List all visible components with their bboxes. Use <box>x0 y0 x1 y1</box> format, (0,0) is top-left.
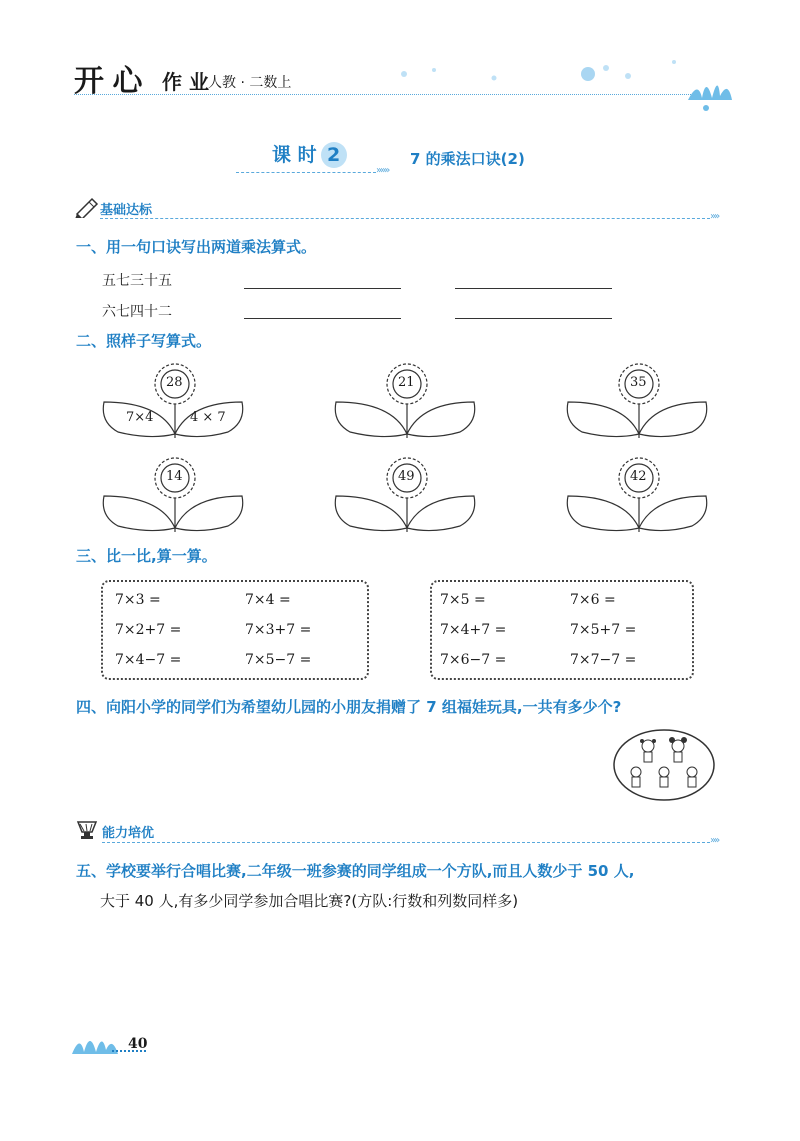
calc-item[interactable]: 7×4+7 = <box>440 622 507 638</box>
flower-center: 21 <box>398 375 415 390</box>
calc-box-1 <box>101 580 369 680</box>
flower-shape <box>564 362 710 440</box>
flower-shape <box>564 456 710 534</box>
edition-label: 人教 · 二数上 <box>208 75 292 91</box>
lesson-label: 课 时 <box>272 144 317 166</box>
q4-title: 四、向阳小学的同学们为希望幼儿园的小朋友捐赠了 7 组福娃玩具,一共有多少个? <box>76 698 622 716</box>
q1-answer-1a[interactable] <box>244 288 401 289</box>
q1-answer-1b[interactable] <box>455 288 612 289</box>
section-basic-rule <box>100 218 710 219</box>
q5-line-1: 五、学校要举行合唱比赛,二年级一班参赛的同学组成一个方队,而且人数少于 50 人, <box>76 862 635 880</box>
lesson-subtitle: 7 的乘法口诀(2) <box>410 150 525 168</box>
calc-item[interactable]: 7×3+7 = <box>245 622 312 638</box>
calc-box-2 <box>430 580 694 680</box>
calc-item[interactable]: 7×5−7 = <box>245 652 312 668</box>
calc-item[interactable]: 7×3 = <box>115 592 161 608</box>
calc-item[interactable]: 7×7−7 = <box>570 652 637 668</box>
brand-subtitle: 作 业 <box>162 70 209 94</box>
calc-item[interactable]: 7×4−7 = <box>115 652 182 668</box>
flower-1 <box>100 362 246 440</box>
pencil-icon <box>74 196 100 218</box>
header <box>74 52 734 112</box>
lesson-underline <box>236 172 376 173</box>
q1-answer-2a[interactable] <box>244 318 401 319</box>
brand-title: 开 心 <box>74 64 142 99</box>
q1-rhyme-2: 六七四十二 <box>102 304 172 320</box>
bubbles-decoration <box>374 52 734 112</box>
q2-title: 二、照样子写算式。 <box>76 332 212 350</box>
flower-right[interactable]: 4 × 7 <box>190 410 226 425</box>
flower-6 <box>564 456 710 534</box>
calc-item[interactable]: 7×2+7 = <box>115 622 182 638</box>
q1-answer-2b[interactable] <box>455 318 612 319</box>
section-basic-label: 基础达标 <box>100 203 153 218</box>
flower-2 <box>332 362 478 440</box>
q5-line-2: 大于 40 人,有多少同学参加合唱比赛?(方队:行数和列数同样多) <box>100 892 519 910</box>
flower-4 <box>100 456 246 534</box>
fuwa-dolls-illustration <box>612 728 716 802</box>
arrows-icon: »» <box>710 211 719 222</box>
calc-item[interactable]: 7×6−7 = <box>440 652 507 668</box>
section-advanced <box>74 818 730 844</box>
flower-shape <box>332 362 478 440</box>
flower-5 <box>332 456 478 534</box>
flower-shape <box>100 362 246 440</box>
flower-left[interactable]: 7×4 <box>126 410 154 425</box>
grass-icon <box>686 70 734 112</box>
flower-shape <box>332 456 478 534</box>
q3-title: 三、比一比,算一算。 <box>76 547 217 565</box>
section-advanced-label: 能力培优 <box>102 826 155 841</box>
trophy-icon <box>74 818 100 842</box>
calc-item[interactable]: 7×6 = <box>570 592 616 608</box>
arrows-icon: »»» <box>376 165 389 176</box>
flower-3 <box>564 362 710 440</box>
flower-center: 28 <box>166 375 183 390</box>
q1-title: 一、用一句口诀写出两道乘法算式。 <box>76 238 317 256</box>
page-number: 40 <box>128 1036 148 1052</box>
calc-item[interactable]: 7×5+7 = <box>570 622 637 638</box>
flower-center: 42 <box>630 469 647 484</box>
calc-item[interactable]: 7×5 = <box>440 592 486 608</box>
section-basic <box>74 196 730 220</box>
flower-center: 14 <box>166 469 183 484</box>
q1-rhyme-1: 五七三十五 <box>102 273 172 289</box>
lesson-label-wrap <box>272 140 347 168</box>
section-advanced-rule <box>102 842 710 843</box>
flower-center: 35 <box>630 375 647 390</box>
flower-center: 49 <box>398 469 415 484</box>
arrows-icon: »» <box>710 835 719 846</box>
calc-item[interactable]: 7×4 = <box>245 592 291 608</box>
flower-shape <box>100 456 246 534</box>
lesson-header <box>236 136 596 182</box>
lesson-number: 2 <box>321 142 347 168</box>
